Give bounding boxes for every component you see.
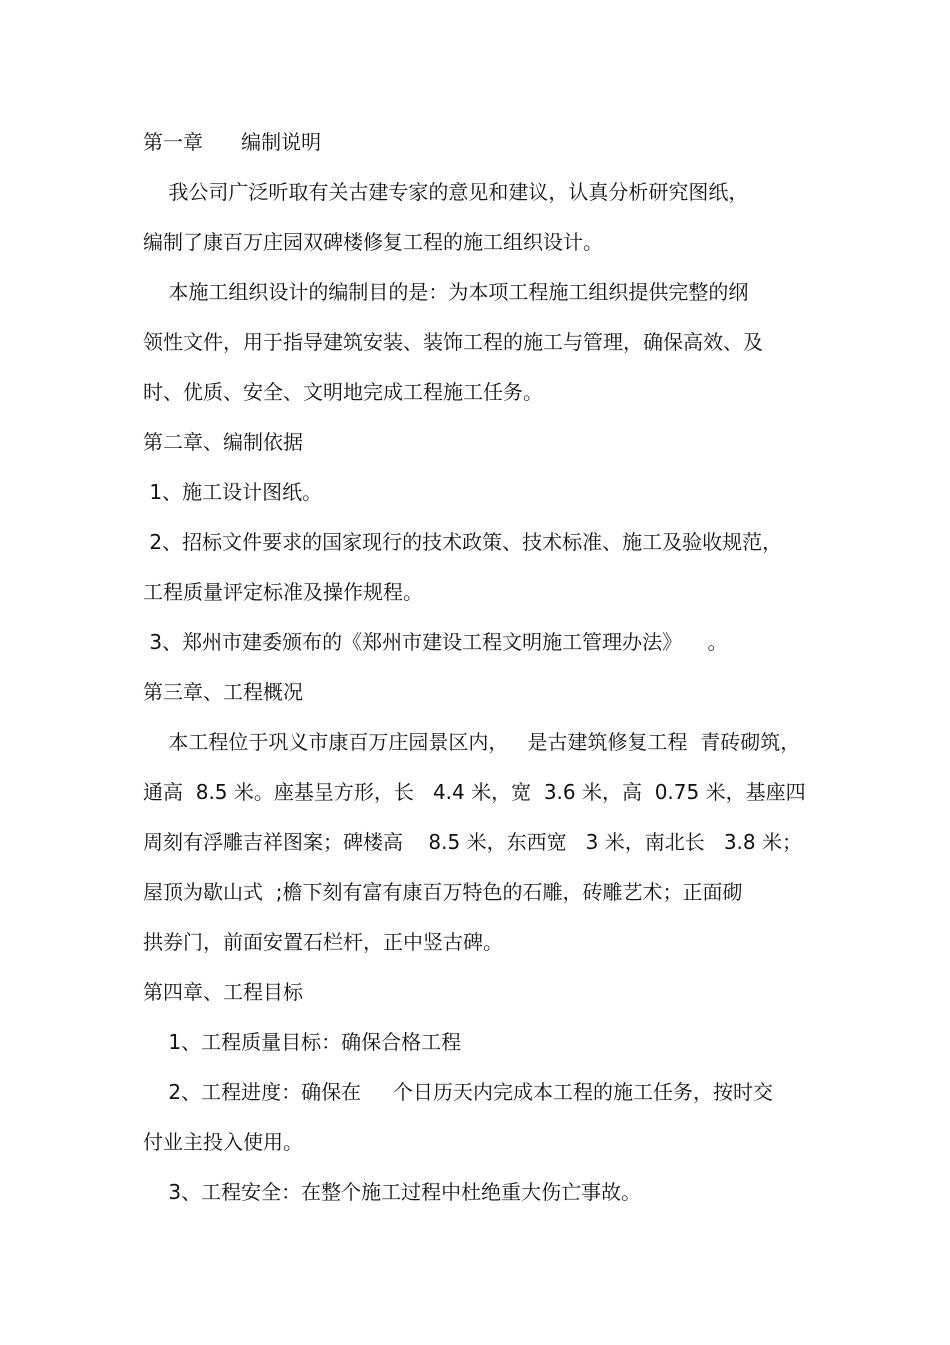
paragraph-line: 屋顶为歇山式 ;檐下刻有富有康百万特色的石雕，砖雕艺术；正面砌 <box>143 880 743 904</box>
chapter-4-heading: 第四章、工程目标 <box>143 980 303 1004</box>
paragraph-line: 我公司广泛听取有关古建专家的意见和建议，认真分析研究图纸， <box>143 180 749 204</box>
list-item: 1、施工设计图纸。 <box>143 480 323 504</box>
list-item: 3、工程安全：在整个施工过程中杜绝重大伤亡事故。 <box>143 1180 642 1204</box>
paragraph-line: 领性文件，用于指导建筑安装、装饰工程的施工与管理，确保高效、及 <box>143 330 763 354</box>
paragraph-line: 工程质量评定标准及操作规程。 <box>143 580 423 604</box>
list-item: 2、工程进度：确保在 个日历天内完成本工程的施工任务，按时交 <box>143 1080 773 1104</box>
chapter-2-heading: 第二章、编制依据 <box>143 430 303 454</box>
paragraph-line: 通高 8.5 米。座基呈方形，长 4.4 米，宽 3.6 米，高 0.75 米，基座四 <box>143 780 806 804</box>
list-item: 3、郑州市建委颁布的《郑州市建设工程文明施工管理办法》 。 <box>143 630 728 654</box>
paragraph-line: 付业主投入使用。 <box>143 1130 303 1154</box>
paragraph-line: 拱券门，前面安置石栏杆，正中竖古碑。 <box>143 930 503 954</box>
paragraph-line: 时、优质、安全、文明地完成工程施工任务。 <box>143 380 543 404</box>
paragraph-line: 本施工组织设计的编制目的是：为本项工程施工组织提供完整的纲 <box>143 280 749 304</box>
chapter-3-heading: 第三章、工程概况 <box>143 680 303 704</box>
paragraph-line: 周刻有浮雕吉祥图案；碑楼高 8.5 米，东西宽 3 米，南北长 3.8 米； <box>143 830 802 854</box>
chapter-1-heading: 第一章 编制说明 <box>143 130 322 154</box>
list-item: 2、招标文件要求的国家现行的技术政策、技术标准、施工及验收规范， <box>143 530 783 554</box>
list-item: 1、工程质量目标：确保合格工程 <box>143 1030 462 1054</box>
paragraph-line: 本工程位于巩义市康百万庄园景区内， 是古建筑修复工程 青砖砌筑， <box>143 730 801 754</box>
paragraph-line: 编制了康百万庄园双碑楼修复工程的施工组织设计。 <box>143 230 603 254</box>
